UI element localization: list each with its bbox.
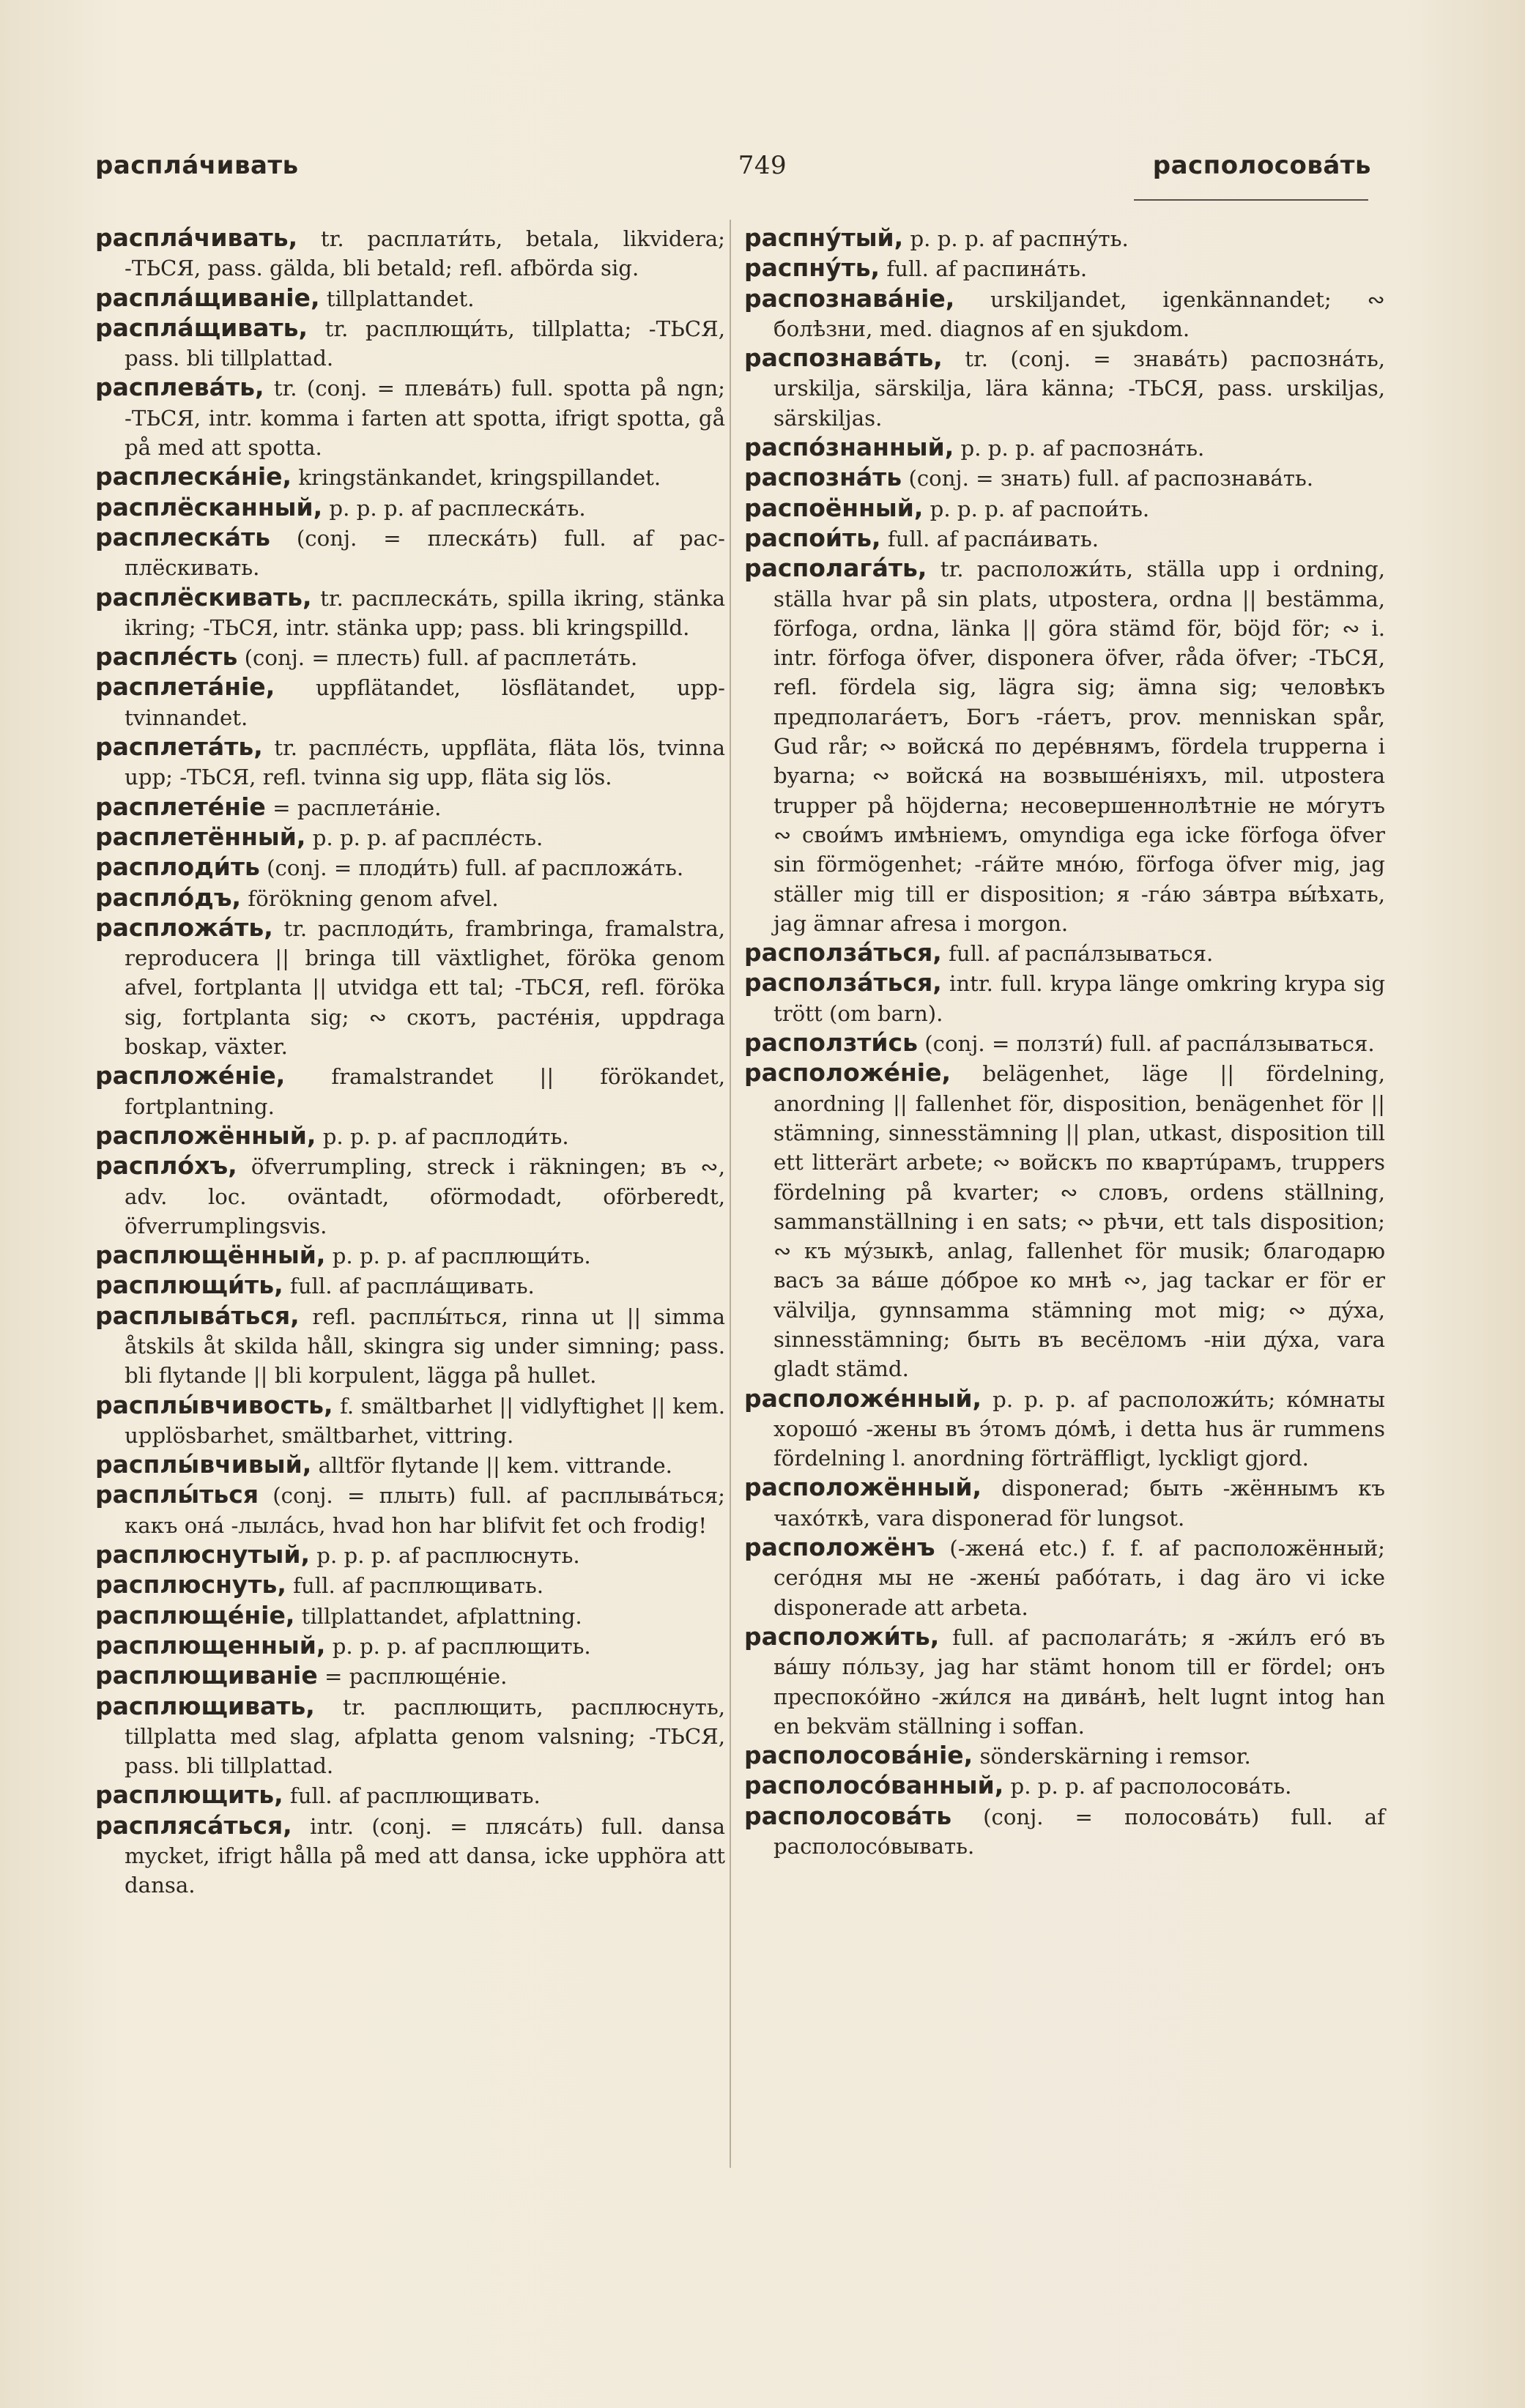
entry-definition: tr. расплоди́ть, frambringa, framalstra, reproducera || bringa till växtlighet, föröka genom afvel, fortplanta || utvidga ett tal; -ТЬСЯ, refl. föröka sig, fortplanta sig; ∾ скотъ, растéнiя, uppdraga boskap, växter. bbox=[125, 915, 725, 1060]
entry-definition: full. af распáивать. bbox=[880, 526, 1099, 551]
entry-definition: p. p. p. af распознáть. bbox=[954, 436, 1205, 461]
dictionary-entry bbox=[744, 554, 1385, 938]
dictionary-entry bbox=[95, 1631, 725, 1661]
entry-headword: располoжéнiе, bbox=[744, 1058, 951, 1088]
entry-headword: расплющённый, bbox=[95, 1241, 326, 1270]
entry-definition: p. p. p. af расплющить. bbox=[325, 1633, 591, 1659]
entry-definition: p. p. p. af распои́ть. bbox=[923, 496, 1150, 521]
entry-definition: full. af расплющивать. bbox=[286, 1573, 544, 1599]
entry-headword: распнýть, bbox=[744, 253, 880, 283]
entry-headword: расплетéнiе bbox=[95, 792, 266, 821]
entry-definition: öfverrumpling, streck i räkningen; въ ∾, adv. loc. oväntadt, oförmodadt, oförberedt, öfverrumplingsvis. bbox=[125, 1154, 725, 1238]
dictionary-entry bbox=[744, 494, 1385, 524]
entry-definition: = расплющéнiе. bbox=[317, 1664, 508, 1690]
dictionary-entry bbox=[95, 883, 725, 913]
entry-definition: tillplattandet. bbox=[319, 286, 475, 311]
entry-headword: располагáть, bbox=[744, 554, 927, 583]
entry-definition: tr. расплати́ть, betala, likvidera; -ТЬСЯ, pass. gälda, bli betald; refl. afbörda sig. bbox=[125, 226, 725, 281]
entry-headword: расплевáть, bbox=[95, 373, 264, 402]
entry-definition: tr. расплющи́ть, tillplatta; -ТЬСЯ, pass. bli tillplattad. bbox=[125, 316, 725, 371]
dictionary-entry bbox=[744, 938, 1385, 968]
dictionary-entry bbox=[95, 1391, 725, 1451]
left-column bbox=[95, 223, 725, 1900]
dictionary-entry bbox=[744, 253, 1385, 283]
entry-headword: располосóванный, bbox=[744, 1771, 1004, 1800]
entry-headword: расплáчивать, bbox=[95, 223, 298, 252]
entry-definition: p. p. p. af располосовáть. bbox=[1003, 1774, 1292, 1799]
dictionary-entry bbox=[95, 493, 725, 523]
entry-definition: urskiljandet, igenkännandet; ∾ болѣзни, med. diagnos af en sjukdom. bbox=[773, 286, 1385, 341]
entry-definition: p. p. p. af распнýть. bbox=[903, 226, 1129, 251]
entry-definition: (conj. = плоди́ть) full. af расплoжáть. bbox=[259, 855, 684, 881]
entry-headword: расплющиванiе bbox=[95, 1661, 318, 1690]
entry-headword: расплюснуть, bbox=[95, 1570, 286, 1599]
entry-headword: расплóдъ, bbox=[95, 882, 242, 912]
entry-definition: (conj. = полосовáть) full. af располосóвывать. bbox=[773, 1804, 1385, 1859]
dictionary-entry bbox=[744, 284, 1385, 344]
dictionary-entry bbox=[744, 1741, 1385, 1771]
entry-definition: (conj. = плесть) full. af расплeтáть. bbox=[237, 645, 638, 671]
right-column bbox=[744, 223, 1385, 1861]
entry-definition: belägenhet, läge || fördelning, anordning || fallenhet för, disposition, benägenhet för || stämning, sinnesstämning || plan, utkast, disposition till ett litterärt arbete; ∾ войскъ по квартúрамъ, truppers fördelning på kvarter; ∾ словъ, ordens ställning, sammanställning i en sats; ∾ рѣчи, ett tals disposition; ∾ къ мýзыкѣ, anlag, fallenhet för musik; благодарю васъ за вáше дóброе ко мнѣ ∾, jag tackar er för er välvilja, gynnsamma stämning mot mig; ∾ дýха, sinnesstämning; быть въ весёломъ -нiи дýха, vara gladt stämd. bbox=[773, 1061, 1385, 1382]
entry-definition: (conj. = плыть) full. af расплывáться; какъ онá -лылáсь, hvad hon har blifvit fet och frodig! bbox=[125, 1483, 725, 1538]
entry-headword: распознавáть, bbox=[744, 343, 943, 373]
dictionary-entry bbox=[95, 1241, 725, 1271]
entry-headword: расплёсканный, bbox=[95, 492, 323, 521]
entry-headword: распнýтый, bbox=[744, 223, 904, 252]
entry-headword: расплéсть bbox=[95, 642, 238, 672]
entry-definition: alltför flytande || kem. vittrande. bbox=[311, 1453, 672, 1479]
dictionary-entry bbox=[744, 1771, 1385, 1801]
dictionary-entry bbox=[95, 852, 725, 882]
entry-definition: (-женá etc.) f. f. af расположённый; сегóдня мы не -жены́ рабóтать, i dag äro vi icke disponerade att arbeta. bbox=[773, 1536, 1385, 1620]
entry-definition: intr. full. krypa länge omkring krypa sig trött (om barn). bbox=[773, 971, 1385, 1026]
entry-definition: förökning genom afvel. bbox=[241, 885, 499, 911]
dictionary-entry bbox=[95, 1301, 725, 1391]
dictionary-entry bbox=[95, 1450, 725, 1480]
entry-definition: (conj. = знать) full. af распознавáть. bbox=[902, 466, 1314, 491]
entry-definition: full. af распинáть. bbox=[880, 256, 1088, 282]
entry-definition: tr. (conj. = плевáть) full. spotta på ngn; -ТЬСЯ, intr. komma i farten att spotta, ifrigt spotta, gå på med att spotta. bbox=[125, 376, 725, 461]
entry-definition: refl. расплы́ться, rinna ut || simma åtskils åt skilda håll, skingra sig under simning; pass. bli flytande || bli korpulent, lägga på hullet. bbox=[125, 1304, 725, 1389]
dictionary-entry bbox=[95, 1780, 725, 1810]
entry-headword: расплoжённый, bbox=[95, 1121, 316, 1150]
entry-headword: расплы́вчивый, bbox=[95, 1450, 312, 1479]
entry-headword: распознавáнiе, bbox=[744, 283, 955, 313]
entry-definition: p. p. p. af расплоди́ть. bbox=[316, 1123, 569, 1149]
entry-definition: (conj. = плескáть) full. af расплёскивать. bbox=[125, 525, 725, 581]
running-head-right: располосовáть bbox=[1152, 151, 1371, 180]
entry-headword: расплёскивать, bbox=[95, 582, 312, 612]
entry-headword: расплóхъ, bbox=[95, 1151, 237, 1181]
dictionary-entry bbox=[744, 1533, 1385, 1622]
entry-headword: распознáть bbox=[744, 463, 902, 492]
entry-headword: расплoжéнiе, bbox=[95, 1061, 286, 1090]
dictionary-entry bbox=[95, 283, 725, 313]
dictionary-entry bbox=[95, 792, 725, 822]
dictionary-entry bbox=[95, 462, 725, 492]
dictionary-entry bbox=[95, 1540, 725, 1570]
column-divider bbox=[730, 220, 731, 2168]
entry-definition: tr. расплескáть, spilla ikring, stänka ikring; -ТЬСЯ, intr. stänka upp; pass. bli kringspilld. bbox=[125, 585, 725, 640]
entry-headword: расплы́ться bbox=[95, 1480, 259, 1509]
entry-headword: расплетáть, bbox=[95, 732, 263, 762]
dictionary-entry bbox=[95, 1811, 725, 1900]
dictionary-entry bbox=[95, 1480, 725, 1540]
entry-headword: расплющéнiе, bbox=[95, 1600, 295, 1630]
entry-headword: расплoжáть, bbox=[95, 913, 273, 942]
entry-definition: f. smältbarhet || vidlyftighet || kem. upplösbarhet, smältbarhet, vittring. bbox=[125, 1393, 725, 1448]
dictionary-entry bbox=[95, 913, 725, 1061]
entry-headword: расплетáнiе, bbox=[95, 672, 275, 702]
entry-headword: расплющивать, bbox=[95, 1691, 315, 1720]
entry-definition: uppflätandet, lösflätandet, upptvinnandet. bbox=[125, 675, 725, 730]
entry-headword: расплетённый, bbox=[95, 822, 306, 851]
running-head-left: расплáчивать bbox=[95, 151, 299, 180]
page-number: 749 bbox=[738, 151, 787, 180]
entry-headword: распоённый, bbox=[744, 493, 924, 522]
entry-definition: full. af расплющивать. bbox=[283, 1783, 541, 1809]
dictionary-entry bbox=[95, 1271, 725, 1301]
entry-definition: tr. (conj. = знавáть) распознáть, urskilja, särskilja, lära känna; -ТЬСЯ, pass. urskiljas, särskiljas. bbox=[773, 346, 1385, 431]
entry-definition: full. af расплáщивать. bbox=[283, 1274, 535, 1299]
entry-definition: sönderskärning i remsor. bbox=[973, 1744, 1251, 1769]
dictionary-entry bbox=[95, 822, 725, 852]
dictionary-entry bbox=[95, 1601, 725, 1631]
entry-headword: располoжёнъ bbox=[744, 1533, 935, 1562]
entry-headword: расплескáнiе, bbox=[95, 462, 292, 491]
entry-headword: расплы́вчивость, bbox=[95, 1390, 333, 1419]
entry-headword: расплáщиванiе, bbox=[95, 283, 320, 312]
dictionary-entry bbox=[95, 523, 725, 583]
entry-headword: расплюснутый, bbox=[95, 1540, 311, 1569]
dictionary-entry bbox=[744, 1384, 1385, 1474]
entry-headword: расплоди́ть bbox=[95, 852, 260, 882]
entry-headword: расплывáться, bbox=[95, 1301, 300, 1330]
entry-definition: tr. расположи́ть, ställa upp i ordning, ställa hvar på sin plats, utpostera, ordna || bestämma, förfoga, ordna, länka || göra stämd för, böjd för; ∾ i. intr. förfoga öfver, disponera öfver, råda öfver; -ТЬСЯ, refl. fördela sig, lägra sig; ämna sig; человѣкъ предполагáетъ, Богъ -гáетъ, prov. menniskan spår, Gud rår; ∾ войскá по дерéвнямъ, fördela trupperna i byarna; ∾ войскá на возвышéнiяхъ, mil. utpostera trupper på höjderna; несовершеннолѣтнiе не мóгутъ ∾ свои́мъ имѣнiемъ, omyndiga ega icke förfoga öfver sin förmögenhet; -гáйте мнóю, förfoga öfver mig, jag ställer mig till er disposition; я -гáю зáвтра вы́ѣхать, jag ämnar afresa i morgon. bbox=[773, 557, 1385, 936]
entry-definition: intr. (conj. = плясáть) full. dansa mycket, ifrigt hålla på med att dansa, icke upphöra att dansa. bbox=[125, 1813, 725, 1898]
dictionary-entry bbox=[95, 373, 725, 462]
entry-headword: расплясáться, bbox=[95, 1810, 292, 1840]
entry-definition: p. p. p. af расположи́ть; кóмнаты хорошó -жены въ э́томъ дóмѣ, i detta hus är rummens fördelning l. anordning förträffligt, lyckligt gjord. bbox=[773, 1386, 1385, 1471]
entry-headword: расплющенный, bbox=[95, 1630, 326, 1660]
dictionary-entry bbox=[744, 1802, 1385, 1862]
entry-headword: расположи́ть, bbox=[744, 1621, 940, 1651]
entry-definition: p. p. p. af расплюснуть. bbox=[310, 1543, 580, 1569]
dictionary-entry bbox=[744, 433, 1385, 463]
entry-definition: kringstänkandet, kringspillandet. bbox=[292, 465, 661, 491]
entry-definition: disponerad; быть -жённымъ къ чахóткѣ, vara disponerad för lungsot. bbox=[773, 1476, 1385, 1531]
entry-definition: tr. расплéсть, uppfläta, fläta lös, tvinna upp; -ТЬСЯ, refl. tvinna sig upp, fläta sig lös. bbox=[125, 735, 725, 790]
entry-headword: располoжéнный, bbox=[744, 1383, 982, 1413]
entry-definition: p. p. p. af расплескáть. bbox=[322, 495, 586, 521]
dictionary-entry bbox=[744, 463, 1385, 493]
dictionary-entry bbox=[95, 672, 725, 732]
dictionary-entry bbox=[95, 1151, 725, 1241]
dictionary-entry bbox=[95, 1121, 725, 1151]
entry-headword: расплющить, bbox=[95, 1780, 283, 1810]
header-rule bbox=[1134, 199, 1368, 201]
entry-definition: p. p. p. af расплющи́ть. bbox=[325, 1244, 591, 1269]
entry-headword: расползáться, bbox=[744, 938, 942, 967]
entry-definition: tillplattandet, afplattning. bbox=[294, 1603, 582, 1629]
entry-headword: расплющи́ть, bbox=[95, 1271, 283, 1300]
dictionary-entry bbox=[95, 1570, 725, 1600]
entry-headword: распóзнанный, bbox=[744, 433, 954, 462]
dictionary-entry bbox=[744, 343, 1385, 433]
dictionary-entry bbox=[744, 1028, 1385, 1058]
entry-headword: расплескáть bbox=[95, 522, 271, 551]
entry-headword: располосовáнiе, bbox=[744, 1741, 973, 1770]
entry-headword: располосовáть bbox=[744, 1801, 952, 1830]
dictionary-entry bbox=[95, 583, 725, 643]
entry-definition: framalstrandet || förökandet, fortplantning. bbox=[125, 1064, 725, 1119]
dictionary-entry bbox=[744, 968, 1385, 1028]
dictionary-entry bbox=[744, 1058, 1385, 1383]
entry-definition: full. af распáлзываться. bbox=[941, 941, 1214, 967]
entry-headword: расползти́сь bbox=[744, 1028, 918, 1058]
dictionary-entry bbox=[95, 1061, 725, 1121]
entry-headword: располoжённый, bbox=[744, 1473, 982, 1502]
entry-definition: = расплетáнiе. bbox=[265, 795, 442, 820]
entry-definition: (conj. = ползти́) full. af распáлзываться. bbox=[917, 1031, 1375, 1057]
dictionary-entry bbox=[744, 524, 1385, 554]
entry-definition: full. af располагáть; я -жи́лъ егó въ вáшу пóльзу, jag har stämt honom till er fördel; онъ преспокóйно -жи́лся на дивáнѣ, helt lugnt intog han en bekväm ställning i soffan. bbox=[773, 1624, 1385, 1739]
entry-headword: распои́ть, bbox=[744, 523, 881, 552]
entry-headword: расползáться, bbox=[744, 968, 942, 997]
dictionary-entry bbox=[95, 642, 725, 672]
dictionary-entry bbox=[744, 223, 1385, 253]
dictionary-entry bbox=[95, 1661, 725, 1691]
dictionary-entry bbox=[95, 313, 725, 374]
dictionary-entry bbox=[744, 1622, 1385, 1741]
entry-headword: расплáщивать, bbox=[95, 313, 308, 342]
dictionary-entry bbox=[95, 223, 725, 283]
dictionary-entry bbox=[744, 1473, 1385, 1533]
entry-definition: tr. расплющить, расплюснуть, tillplatta med slag, afplatta genom valsning; -ТЬСЯ, pass. bli tillplattad. bbox=[125, 1694, 725, 1779]
entry-definition: p. p. p. af расплéсть. bbox=[305, 825, 543, 850]
dictionary-entry bbox=[95, 1692, 725, 1781]
dictionary-entry bbox=[95, 732, 725, 792]
